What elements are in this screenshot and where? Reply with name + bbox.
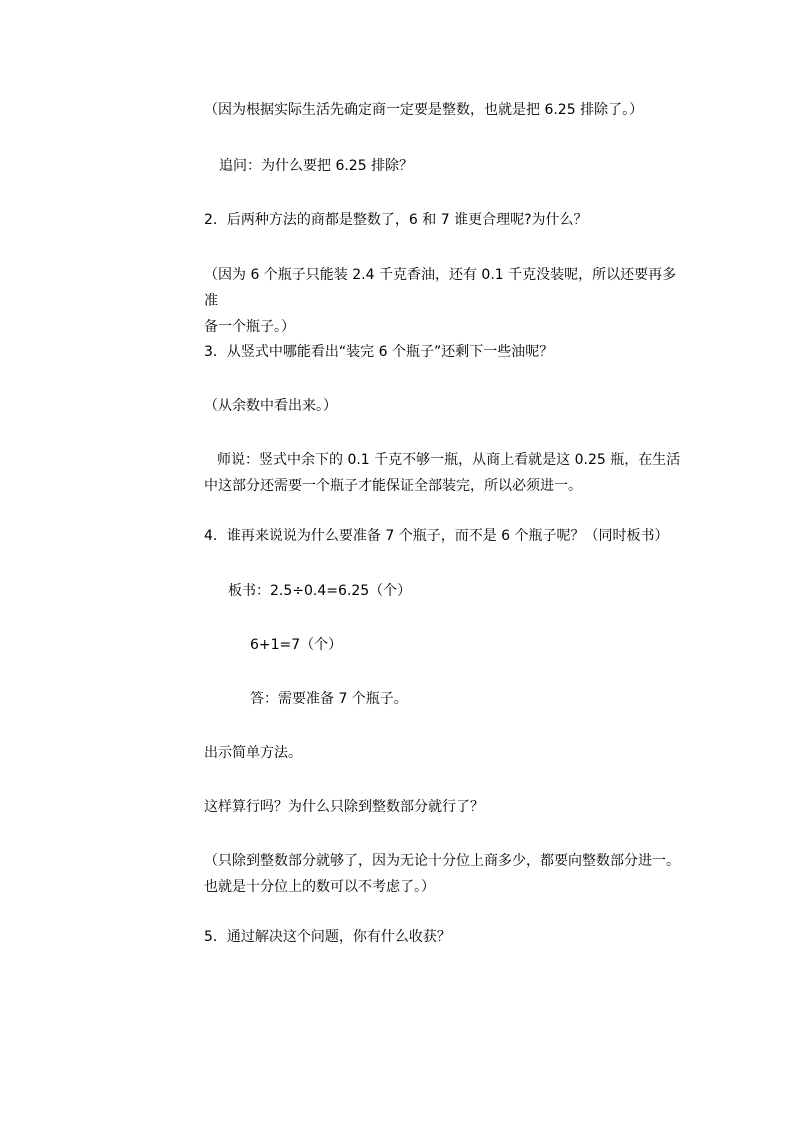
paragraph-question-3: 3．从竖式中哪能看出“装完 6 个瓶子”还剩下一些油呢？ — [204, 344, 554, 360]
paragraph-question-simple: 这样算行吗？为什么只除到整数部分就行了？ — [204, 799, 484, 815]
paragraph-answer-2-line-1: （因为 6 个瓶子只能装 2.4 千克香油，还有 0.1 千克没装呢，所以还要再多准 — [204, 267, 677, 309]
paragraph-answer-simple-line-2: 也就是十分位上的数可以不考虑了。） — [204, 879, 435, 895]
paragraph-answer-2-line-2: 备一个瓶子。） — [204, 319, 295, 335]
paragraph-question-4: 4．谁再来说说为什么要准备 7 个瓶子，而不是 6 个瓶子呢？（同时板书） — [204, 528, 669, 544]
paragraph-board-equation: 板书：2.5÷0.4=6.25（个） — [228, 583, 412, 599]
paragraph-teacher-says — [204, 447, 684, 499]
paragraph-board-addition: 6+1=7（个） — [250, 637, 343, 653]
paragraph-answer-simple-line-1: （只除到整数部分就够了，因为无论十分位上商多少，都要向整数部分进一。 — [204, 853, 680, 869]
paragraph-simple-method: 出示简单方法。 — [204, 745, 302, 761]
paragraph-question-5: 5．通过解决这个问题，你有什么收获？ — [204, 929, 451, 945]
paragraph-answer-2 — [204, 262, 684, 340]
paragraph-teacher-says-line-1: 师说：竖式中余下的 0.1 千克不够一瓶，从商上看就是这 0.25 瓶，在生活 — [217, 452, 681, 468]
paragraph-question-2: 2．后两种方法的商都是整数了，6 和 7 谁更合理呢?为什么？ — [204, 212, 588, 228]
paragraph-teacher-says-line-2: 中这部分还需要一个瓶子才能保证全部装完，所以必须进一。 — [204, 478, 582, 494]
paragraph-answer-simple — [204, 848, 684, 900]
paragraph-answer-3: （从余数中看出来。） — [204, 398, 337, 414]
paragraph-reason-exclude: （因为根据实际生活先确定商一定要是整数，也就是把 6.25 排除了。） — [204, 102, 644, 118]
paragraph-board-answer: 答：需要准备 7 个瓶子。 — [250, 691, 408, 707]
paragraph-follow-up-question: 追问：为什么要把 6.25 排除？ — [219, 158, 414, 174]
